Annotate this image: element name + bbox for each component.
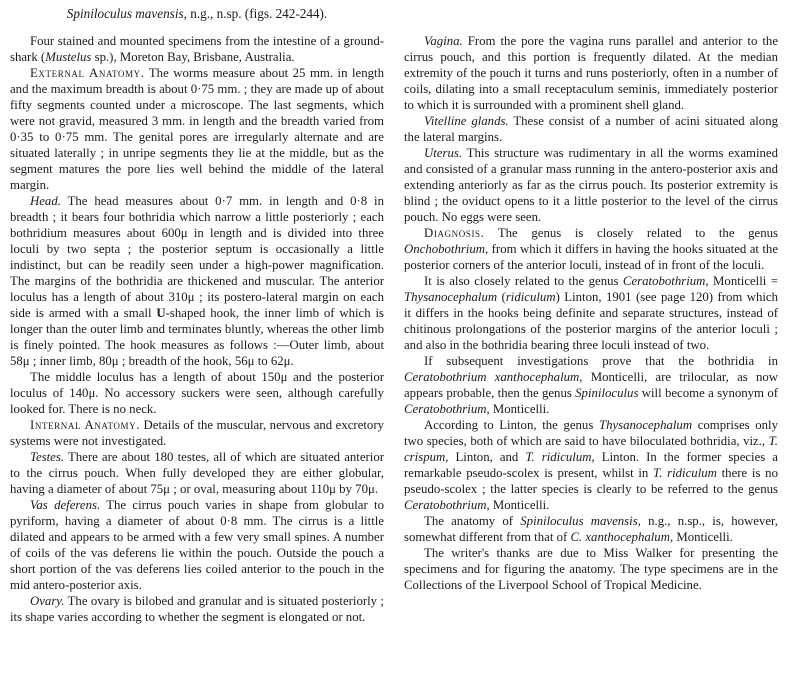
italic-text: Onchobothrium [404,242,486,256]
body-text: The head measures about 0·7 mm. in length and 0·8 in breadth ; it bears four bothridia which narrow a little posteriorly ; each bothridium measures about 600μ in length and is divided into three loculi by two septa ; the posterior septum is occasionally a little indistinct, but can be readily seen under a high-power magnification. The margins of the bothridia are thickened and muscular. The anterior loculus has a length of about 310μ ; its postero-lateral margin on each side is armed with a small [10,194,384,320]
paragraph [10,449,384,497]
section-heading: Diagnosis. [424,226,485,240]
paragraph [404,145,778,225]
italic-text: Vitelline glands. [424,114,509,128]
paragraph [10,193,384,369]
paragraph [10,497,384,593]
article-title [10,6,384,22]
body-text: From the pore the vagina runs parallel and anterior to the cirrus pouch, and this portion is frequently dilated. At the median extremity of the pouch it turns and runs posteriorly, often in a number of coils, dilating into a small receptaculum seminis, immediately posterior to which it is surrounded with a prominent shell gland. [404,34,778,112]
body-text: there is no pseudo-scolex ; the latter species is clearly to be referred to the genus [404,466,778,496]
body-text: , n.g., n.sp. (figs. 242-244). [183,6,328,21]
right-column [404,6,778,686]
body-text: , Monticelli, are trilocular, as now appears probable, then the genus [404,370,778,400]
italic-text: Vagina. [424,34,463,48]
paragraph [404,273,778,353]
left-column [10,6,384,686]
body-text: If subsequent investigations prove that the bothridia in [424,354,778,368]
italic-text: Spiniloculus mavensis [66,6,184,21]
paragraph [10,65,384,193]
italic-text: Uterus. [424,146,463,160]
italic-text: Vas deferens. [30,498,101,512]
body-text: According to Linton, the genus [424,418,599,432]
body-text: These consist of a number of acini situated along the lateral margins. [404,114,778,144]
body-text: The anatomy of [424,514,521,528]
paragraph [10,33,384,65]
right-column-paragraphs [404,33,778,593]
italic-text: Spiniloculus mavensis [520,514,638,528]
italic-text: Ceratobothrium [404,498,487,512]
section-heading: External Anatomy. [30,66,145,80]
body-text: It is also closely related to the genus [424,274,623,288]
italic-text: T. crispum [404,434,778,464]
body-text: , Linton. In the former species a remarkable pseudo-scolex is present, whilst in [404,450,778,480]
body-text: ( [497,290,506,304]
body-text: The cirrus pouch varies in shape from globular to pyriform, having a diameter of about 0·8 mm. The cirrus is a little dilated and appears to be armed with a few very small spines. A number of coils of the vas deferens lie within the pouch. Outside the pouch a short portion of the vas deferens lies coiled anterior to the pouch in the mid antero-posterior axis. [10,498,384,592]
left-column-paragraphs [10,33,384,625]
italic-text: T. ridiculum [525,450,592,464]
paragraph [404,353,778,417]
paragraph [10,369,384,417]
italic-text: ridiculum [505,290,556,304]
section-heading: Internal Anatomy. [30,418,141,432]
paragraph [404,33,778,113]
italic-text: Mustelus [45,50,92,64]
body-text: The middle loculus has a length of about 150μ and the posterior loculus of 140μ. No accessory suckers were seen, although carefully looked for. There is no neck. [10,370,384,416]
italic-text: Ceratobothrium xanthocephalum [404,370,580,384]
body-text: The genus is closely related to the genus [484,226,778,240]
body-text: The ovary is bilobed and granular and is situated posteriorly ; its shape varies according to whether the segment is elongated or not. [10,594,384,624]
paragraph [404,113,778,145]
italic-text: Testes. [30,450,65,464]
italic-text: C. xanthocephalum [570,530,670,544]
paragraph [404,417,778,513]
italic-text: Spiniloculus [575,386,639,400]
body-text: The writer's thanks are due to Miss Walker for presenting the specimens and for figuring the anatomy. The type specimens are in the Collections of the Liverpool School of Tropical Medicine. [404,546,778,592]
italic-text: Thysanocephalum [598,418,693,432]
body-text: Four stained and mounted specimens from the intestine of a ground-shark ( [10,34,384,64]
italic-text: T. ridiculum [653,466,717,480]
italic-text: Ceratobothrium [404,402,487,416]
italic-text: Ceratobothrium [622,274,706,288]
paragraph [10,417,384,449]
body-text: sp.), Moreton Bay, Brisbane, Australia. [91,50,295,64]
italic-text: Thysanocephalum [404,290,498,304]
body-text: will become a synonym of [638,386,778,400]
body-text: ) Linton, 1901 (see page 120) from which it differs in the hooks being definite and separate structures, instead of chitinous prolongations of the posterior margins of the anterior loculi ; and also in the bothridia bearing three loculi instead of two. [404,290,779,352]
body-text: , n.g., n.sp., is, however, somewhat different from that of [404,514,779,544]
paragraph [404,545,778,593]
paragraph [10,593,384,625]
body-text: , Monticelli. [486,498,550,512]
body-text: This structure was rudimentary in all the worms examined and consisted of a granular mass running in the antero-posterior axis and extending anteriorly as far as the cirrus pouch. Its posterior extremity is blind ; the oviduct opens to it a little posterior to the level of the cirrus pouch. No eggs were seen. [404,146,778,224]
body-text: The worms measure about 25 mm. in length and the maximum breadth is about 0·75 mm. ; they are made up of about fifty segments counted under a microscope. The last segments, which were not gravid, measured 3 mm. in length and the breadth varied from 0·35 to 0·75 mm. The genital pores are irregularly alternate and are situated laterally ; in unripe segments they lie at the middle, but as the segment matures the pore lies well behind the middle of the lateral margin. [10,66,384,192]
italic-text: Head. [30,194,61,208]
body-text: , Monticelli. [669,530,733,544]
body-text: , from which it differs in having the hooks situated at the posterior corners of the anterior loculi, instead of in front of the loculi. [404,242,778,272]
bold-text: U [156,306,166,320]
body-text: -shaped hook, the inner limb of which is longer than the outer limb and terminates bluntly, whereas the other limb is finely pointed. The hook measures as follows :—Outer limb, about 58μ ; inner limb, 80μ ; breadth of the hook, 56μ to 62μ. [10,306,385,368]
body-text: There are about 180 testes, all of which are situated anterior to the cirrus pouch. When fully developed they are either globular, having a diameter of about 75μ ; or oval, measuring about 110μ by 70μ. [10,450,384,496]
body-text: , Monticelli = [705,274,778,288]
body-text: comprises only two species, both of which are said to have biloculated bothridia, viz., [404,418,778,448]
body-text: Details of the muscular, nervous and excretory systems were not investigated. [10,418,384,448]
body-text: , Linton, and [445,450,526,464]
italic-text: Ovary. [30,594,65,608]
body-text: , Monticelli. [486,402,550,416]
paragraph [404,225,778,273]
paragraph [404,513,778,545]
